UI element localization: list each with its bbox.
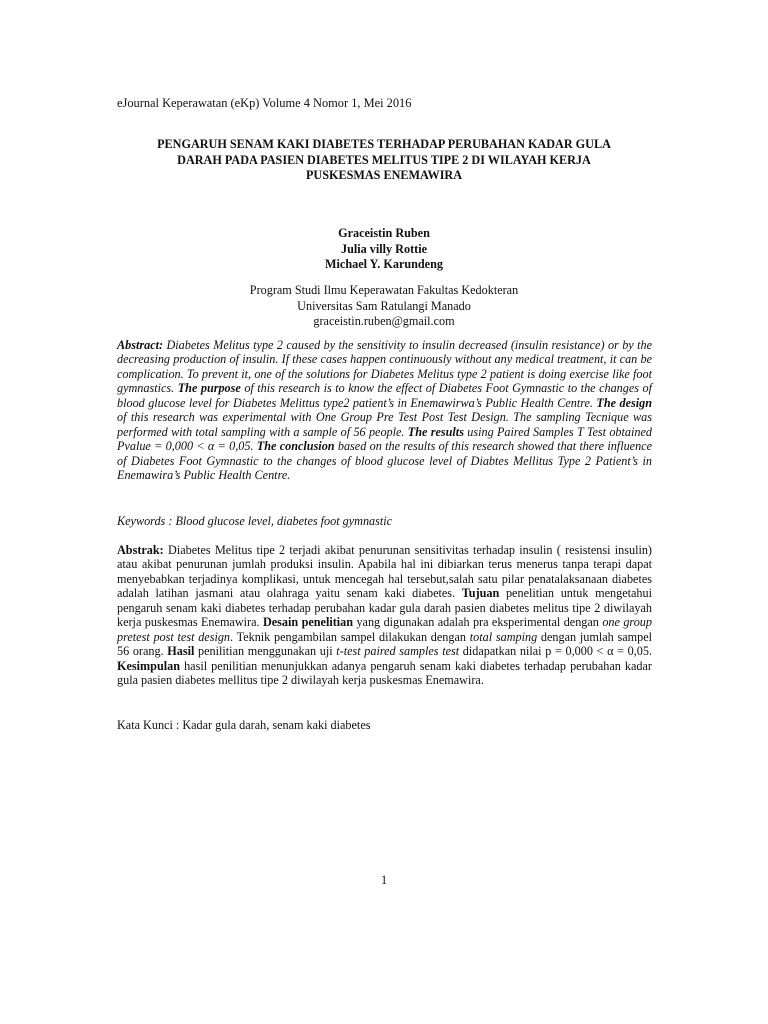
- author-name: Michael Y. Karundeng: [325, 257, 443, 272]
- abstract-text: using Paired Samples T Test obtained Pvalue = 0,000 < α = 0,05.: [117, 424, 652, 454]
- author-name: Graceistin Ruben: [338, 226, 430, 240]
- abstract-keyword: The design: [596, 395, 652, 410]
- title-line: PUSKESMAS ENEMAWIRA: [305, 168, 463, 183]
- abstract-label: Abstrak:: [117, 543, 164, 557]
- title-line: PENGARUH SENAM KAKI DIABETES TERHADAP PERUBAHAN KADAR GULA: [157, 137, 611, 151]
- title-line: DARAH PADA PASIEN DIABETES MELITUS TIPE 2 DI WILAYAH KERJA: [177, 152, 591, 167]
- abstract-english: [117, 338, 652, 483]
- abstract-keyword: The conclusion: [256, 439, 335, 454]
- abstract-italic: total samping: [469, 629, 538, 644]
- author-list: [110, 226, 658, 273]
- abstract-keyword: Kesimpulan: [117, 658, 180, 673]
- keywords-english: Keywords : Blood glucose level, diabetes foot gymnastic: [117, 514, 393, 528]
- affiliation-program: Program Studi Ilmu Keperawatan Fakultas Kedokteran: [249, 283, 519, 297]
- abstract-keyword: Desain penelitian: [262, 615, 354, 630]
- abstract-text: of this research is to know the effect of Diabetes Foot Gymnastic to the changes of blood glucose level for Diabetes Melittus type2 patient’s in Enemawirwa’s Public Health Centre.: [117, 381, 652, 410]
- affiliation-university: Universitas Sam Ratulangi Manado: [297, 298, 471, 313]
- abstract-italic: t-test paired samples test: [336, 644, 460, 659]
- abstract-text: penelitian untuk mengetahui pengaruh senam kaki diabetes terhadap perubahan kadar gula darah pasien diabetes melitus tipe 2 diwilayah kerja puskesmas Enemawira.: [117, 586, 653, 630]
- author-name: Julia villy Rottie: [341, 241, 427, 256]
- abstract-italic: one group pretest post test design: [117, 615, 652, 644]
- abstract-text: Diabetes Melitus type 2 caused by the sensitivity to insulin decreased (insulin resistance) or by the decreasing production of insulin. If these cases happen continuously without any medical treatment, it can be complication. To prevent it, one of the solutions for Diabetes Melitus type 2 patient is doing exercise like foot gymnastics.: [117, 338, 652, 396]
- affiliation: [110, 283, 658, 330]
- abstract-keyword: Hasil: [167, 644, 195, 659]
- abstract-keyword: Tujuan: [461, 586, 500, 601]
- abstract-text: of this research was experimental with One Group Pre Test Post Test Design. The sampling Tecnique was performed with total sampling with a sample of 56 people.: [117, 410, 652, 439]
- abstract-text: Diabetes Melitus tipe 2 terjadi akibat penurunan sensitivitas terhadap insulin ( resistensi insulin) atau akibat penurunan jumlah produksi insulin. Apabila hal ini dibiarkan terus menerus tanpa terapi dapat menyebabkan terjadinya komplikasi, untuk mencegah hal tersebut,salah satu pilar penatalaksanaan diabetes adalah latihan jasmani atau olahraga yaitu senam kaki diabetes.: [117, 543, 652, 601]
- abstract-keyword: The results: [407, 424, 464, 439]
- abstract-text: yang digunakan adalah pra eksperimental dengan: [353, 615, 603, 630]
- author-email: graceistin.ruben@gmail.com: [313, 314, 455, 329]
- abstract-text: hasil penilitian menunjukkan adanya pengaruh senam kaki diabetes terhadap perubahan kadar gula pasien diabetes mellitus tipe 2 diwilayah kerja puskesmas Enemawira.: [117, 658, 652, 688]
- abstract-text: penilitian menggunakan uji: [194, 644, 337, 659]
- paper-title: [110, 137, 658, 184]
- page-number: 1: [380, 873, 388, 887]
- abstract-indonesian: [117, 543, 652, 688]
- abstract-text: . Teknik pengambilan sampel dilakukan dengan: [230, 629, 470, 644]
- keywords-indonesian: Kata Kunci : Kadar gula darah, senam kaki diabetes: [117, 718, 371, 732]
- journal-header: eJournal Keperawatan (eKp) Volume 4 Nomor 1, Mei 2016: [117, 96, 412, 110]
- abstract-text: didapatkan nilai p = 0,000 < α = 0,05.: [459, 644, 653, 659]
- abstract-text: based on the results of this research showed that there influence of Diabetes Foot Gymnastic to the changes of blood glucose level of Diabtes Mellitus Type 2 Patient’s in Enemawira’s Public Health Centre.: [117, 439, 652, 483]
- abstract-keyword: The purpose: [177, 381, 241, 396]
- abstract-label: Abstract:: [117, 338, 164, 352]
- abstract-text: dengan jumlah sampel 56 orang.: [117, 629, 652, 659]
